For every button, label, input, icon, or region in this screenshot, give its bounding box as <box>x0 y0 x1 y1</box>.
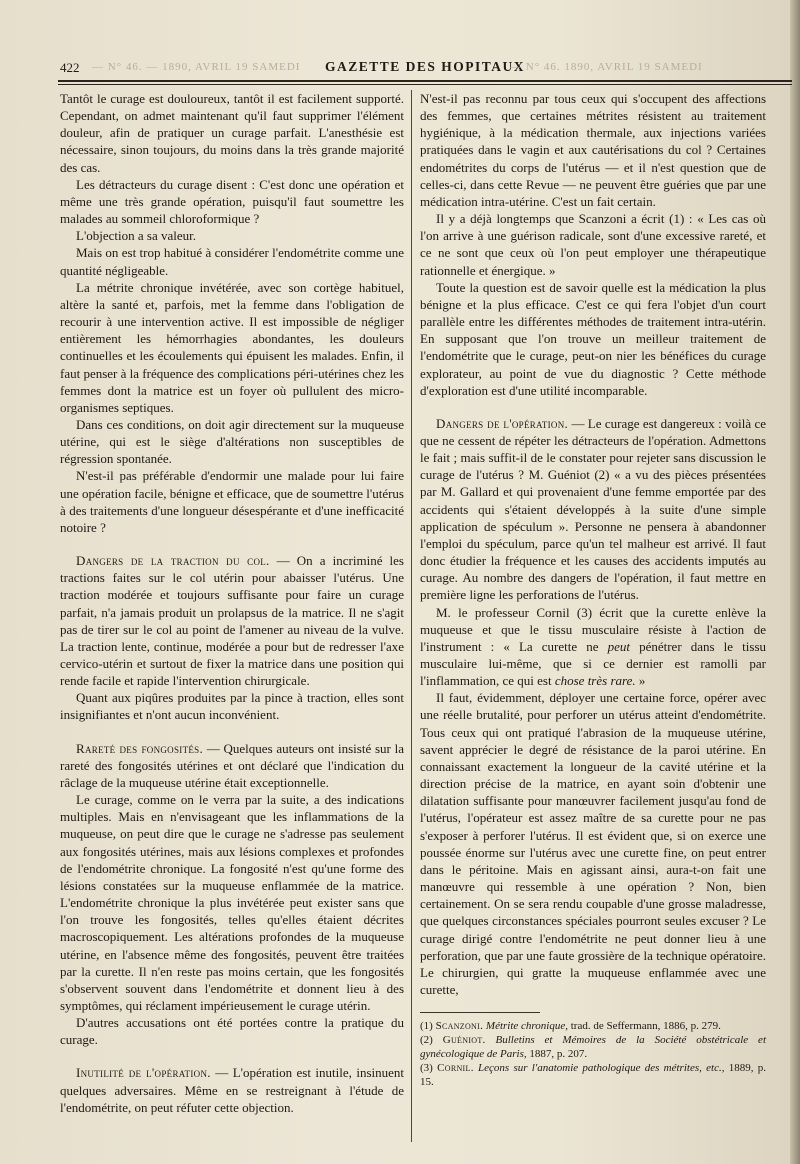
paragraph: Il y a déjà longtemps que Scanzoni a écrit (1) : « Les cas où l'on arrive à une guérison radicale, sont d'une excessive rareté, et ce ne sont que ceux où l'on peut employer une thérapeutique rationnelle et énergique. » <box>420 211 766 278</box>
page-header <box>60 58 790 78</box>
paragraph: Toute la question est de savoir quelle est la médication la plus bénigne et la plus efficace. C'est ce qui fera l'objet d'un court parallèle entre les différentes méthodes de traitement intra-utérin. En supposant que l'on trouve un meilleur traitement de l'endométrite que le curage, peut-on nier les bénéfices du curage explorateur, au point de vue du diagnostic ? Cette méthode d'exploration est d'une utilité incomparable. <box>420 279 766 398</box>
section-fongosites <box>60 740 404 791</box>
paragraph: Mais on est trop habitué à considérer l'endométrite comme une quantité négligeable. <box>60 245 404 278</box>
section-heading: Rareté des fongosités. <box>76 740 204 756</box>
section-inutilite <box>60 1064 404 1115</box>
section-traction <box>60 552 404 689</box>
emphasis: peut <box>607 638 630 654</box>
bleed-through-text-left: — N° 46. — 1890, AVRIL 19 SAMEDI <box>92 61 301 73</box>
footnote-2 <box>420 1033 766 1061</box>
footnote-author: Cornil. <box>437 1062 474 1075</box>
section-heading: Inutilité de l'opération. <box>76 1065 211 1081</box>
footnote-1 <box>420 1019 766 1033</box>
paragraph: D'autres accusations ont été portées contre la pratique du curage. <box>60 1015 404 1048</box>
text-run: M. le professeur Cornil (3) écrit que la curette enlève la muqueuse et que le tissu musculaire résiste à l'action de l'instrument : « La curette ne <box>420 604 766 654</box>
paragraph: Dans ces conditions, on doit agir directement sur la muqueuse utérine, qui est le siège d'altérations non susceptibles de régression spontanée. <box>60 416 404 467</box>
footnote-author: Scanzoni. <box>435 1020 484 1033</box>
journal-title: GAZETTE DES HOPITAUX <box>324 59 526 74</box>
page-number: 422 <box>60 60 80 75</box>
footnote-ref: 1887, p. 207. <box>526 1048 588 1061</box>
paragraph: Il faut, évidemment, déployer une certaine force, opérer avec une réelle brutalité, pour perforer un utérus atteint d'endométrite. Tous ceux qui ont pratiqué l'abrasion de la muqueuse utérine, savent apprécier le degré de résistance de la paroi utérine. En connaissant exactement la longueur de la cavité utérine et la direction précise de la matrice, en ayant soin d'obtenir une dilatation suffisante pour manœuvrer facilement jusqu'au fond de l'utérus, l'opérateur est assez maître de sa curette pour ne pas s'exposer à perforer l'utérus. Il est évident que, si on exerce une poussée énorme sur l'utérus avec une curette fine, on peut entrer dans le péritoine. Mais en agissant ainsi, aura-t-on fait une manœuvre qui ressemble à une opération ? Non, bien certainement. On se sera rendu coupable d'une grosse maladresse, que quelques circonstances spéciales pourront seules excuser ? Le curage dirigé contre l'endométrite ne peut donner lieu à une perforation, que par une faute grossière de la technique opératoire. Le chirurgien, qui gratte la muqueuse enflammée avec une curette, <box>420 690 766 997</box>
footnote-ref: 1889, p. 15. <box>420 1062 767 1089</box>
bleed-through-text-right: — N° 46. 1890, AVRIL 19 SAMEDI <box>510 61 703 73</box>
footnotes <box>420 1019 766 1089</box>
header-rule-thin <box>58 84 792 85</box>
section-text: — On a incriminé les tractions faites sur le col utérin pour abaisser l'utérus. Une traction modérée et toujours suffisante pour faire un curage parfait, n'a jamais produit un prolapsus de la matrice. Il ne s'agit pas de tirer sur le col au point de l'amener au niveau de la vulve. La traction lente, continue, modérée a pour but de redresser l'axe cervico-utérin et surtout de fixer la matrice dans une position qui rende facile et rapide l'intervention chirurgicale. <box>60 553 404 689</box>
left-column <box>60 90 404 1116</box>
footnote-rule <box>420 1012 540 1013</box>
right-column <box>420 90 766 1089</box>
section-text: — L'opération est inutile, insinuent quelques adversaires. Même en se restreignant à l'étude de l'endométrite, on peut réfuter cette objection. <box>60 1065 405 1115</box>
section-heading: Dangers de l'opération. <box>436 415 569 431</box>
section-heading: Dangers de la traction du col. <box>76 553 270 569</box>
paragraph: Tantôt le curage est douloureux, tantôt il est facilement supporté. Cependant, on admet maintenant qu'il faut supprimer l'élément douleur, afin de pratiquer un curage parfait. L'anesthésie est nécessaire, sinon toujours, du moins dans la très grande majorité des cas. <box>60 91 404 175</box>
paragraph: N'est-il pas préférable d'endormir une malade pour lui faire une opération facile, bénigne et efficace, que de soumettre l'utérus à des traitements d'une longueur désespérante et d'une inefficacité notoire ? <box>60 468 404 535</box>
footnote-title: Métrite chronique, <box>483 1020 568 1033</box>
paragraph: Les détracteurs du curage disent : C'est donc une opération et même une très grande opération, puisqu'il faut soumettre les malades au sommeil chloroformique ? <box>60 176 404 227</box>
text-run: pénétrer dans le tissu musculaire lui-même, que si ce dernier est ramolli par l'inflammation, ce qui est <box>420 638 766 689</box>
section-text: — Le curage est dangereux : voilà ce que ne cessent de répéter les détracteurs de l'opération. Admettons le fait ; mais suffit-il de le constater pour rejeter sans discussion le curage de l'utérus ? M. Guéniot (2) « a vu des pièces présentées par M. Gallard et qui provenaient d'une femme emportée par des accidents qui s'étaient développés à la suite d'une simple application de spéculum ». Personne ne pensera à abandonner l'emploi du spéculum, parce qu'un tel malheur est arrivé. Il faut donc étudier la fréquence et les causes des accidents imputés au curage. Au nombre des dangers de l'opération, il faut mettre en première ligne les perforations de l'utérus. <box>420 415 766 603</box>
text-run: » <box>635 673 646 689</box>
paragraph: La métrite chronique invétérée, avec son cortège habituel, altère la santé et, parfois, met la femme dans l'obligation de recourir à une intervention active. Il est impossible de négliger entièrement les hémorrhagies abondantes, les douleurs continuelles et les écoulements qui épuisent les malades. Enfin, il faut penser à la fréquence des complications péri-utérines chez les femmes dont la matrice est un foyer où pullulent des micro-organismes septiques. <box>60 279 404 415</box>
column-divider <box>411 90 412 1142</box>
binding-edge <box>790 0 800 1164</box>
paragraph: Le curage, comme on le verra par la suite, a des indications multiples. Mais en n'envisageant que les inflammations de la muqueuse, on peut dire que le curage ne s'adresse pas seulement aux fongosités utérines, mais aux lésions complexes et profondes de l'endométrite chronique. La fongosité n'est qu'une forme des lésions constatées sur la muqueuse enflammée de la matrice. L'endométrite chronique la plus invétérée peut exister sans que l'on trouve les fongosités, telles qu'elles étaient décrites macroscopiquement. Les altérations profondes de la muqueuse utérine, en l'absence même des fongosités, peuvent être traitées par la curette. Il n'en reste pas moins certain, que les fongosités s'observent souvent dans l'endométrite et donnent lieu à des symptômes, qui réclament impérieusement le curage utérin. <box>60 792 404 1013</box>
footnote-3 <box>420 1061 766 1089</box>
footnote-ref: trad. de Seffermann, 1886, p. 279. <box>567 1020 721 1033</box>
paragraph: L'objection a sa valeur. <box>76 228 197 244</box>
paragraph: Quant aux piqûres produites par la pince à traction, elles sont insignifiantes et n'ont aucun inconvénient. <box>60 690 404 723</box>
footnote-number: (2) <box>420 1034 443 1047</box>
footnote-title: Leçons sur l'anatomie pathologique des métrites, etc., <box>473 1062 725 1075</box>
paragraph-cornil <box>420 604 766 690</box>
section-dangers <box>420 415 766 604</box>
paragraph: N'est-il pas reconnu par tous ceux qui s'occupent des affections des femmes, que certaines métrites résistent au traitement hygiénique, à la médication thermale, aux injections variées pratiquées dans le vagin et aux cautérisations du col ? Certaines endométrites du corps de l'utérus — et il n'est question que de celles-ci, dans cette Revue — ne peuvent être guéries que par une médication intra-utérine. C'est un fait certain. <box>420 91 766 209</box>
footnote-number: (1) <box>420 1020 436 1033</box>
footnote-number: (3) <box>420 1062 438 1075</box>
header-rule-thick <box>58 80 792 82</box>
footnote-author: Guéniot. <box>442 1034 486 1047</box>
footnote-title: Bulletins et Mémoires de la Société obstétricale et gynécologique de Paris, <box>420 1034 766 1061</box>
section-text: — Quelques auteurs ont insisté sur la rareté des fongosités utérines et ont déclaré que l'indication du râclage de la muqueuse utérine était exceptionnelle. <box>60 740 405 790</box>
emphasis: chose très rare. <box>554 673 636 689</box>
